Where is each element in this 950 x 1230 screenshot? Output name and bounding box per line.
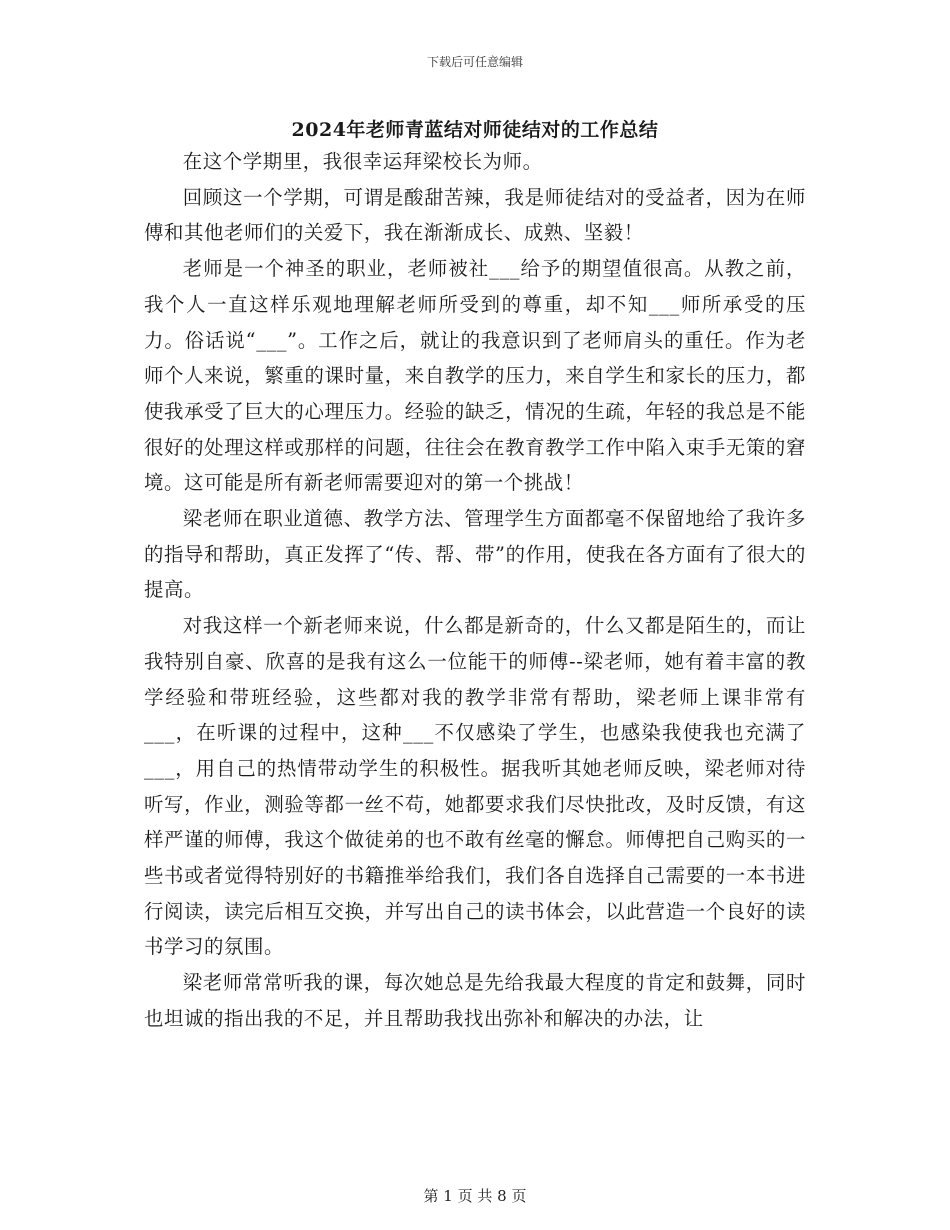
download-note: 下载后可任意编辑 [426,55,523,69]
document-title: 2024年老师青蓝结对师徒结对的工作总结 [291,119,659,141]
paragraph: 老师是一个神圣的职业，老师被社___给予的期望值很高。从教之前，我个人一直这样乐观地理解老师所受到的尊重，却不知___师所承受的压力。俗话说“___”。工作之后，就让的我意识到了老师肩头的重任。作为老师个人来说，繁重的课时量，来自教学的压力，来自学生和家长的压力，都使我承受了巨大的心理压力。经验的缺乏，情况的生疏，年轻的我总是不能很好的处理这样或那样的问题，往往会在教育教学工作中陷入束手无策的窘境。这可能是所有新老师需要迎对的第一个挑战！ [144,257,806,495]
paragraph: 回顾这一个学期，可谓是酸甜苦辣，我是师徒结对的受益者，因为在师傅和其他老师们的关爱下，我在渐渐成长、成熟、坚毅！ [144,185,806,245]
document-body [144,144,806,1037]
paragraph: 梁老师在职业道德、教学方法、管理学生方面都毫不保留地给了我许多的指导和帮助，真正发挥了“传、帮、带”的作用，使我在各方面有了很大的提高。 [144,507,806,602]
page-number: 第 1 页 共 8 页 [423,1187,527,1205]
paragraph: 在这个学期里，我很幸运拜梁校长为师。 [182,150,543,173]
paragraph: 对我这样一个新老师来说，什么都是新奇的，什么又都是陌生的，而让我特别自豪、欣喜的是我有这么一位能干的师傅--梁老师，她有着丰富的教学经验和带班经验，这些都对我的教学非常有帮助，梁老师上课非常有___，在听课的过程中，这种___不仅感染了学生，也感染我使我也充满了___，用自己的热情带动学生的积极性。据我听其她老师反映，梁老师对待听写，作业，测验等都一丝不苟，她都要求我们尽快批改，及时反馈，有这样严谨的师傅，我这个做徒弟的也不敢有丝毫的懈怠。师傅把自己购买的一些书或者觉得特别好的书籍推举给我们，我们各自选择自己需要的一本书进行阅读，读完后相互交换，并写出自己的读书体会，以此营造一个良好的读书学习的氛围。 [144,614,806,959]
paragraph: 梁老师常常听我的课，每次她总是先给我最大程度的肯定和鼓舞，同时也坦诚的指出我的不足，并且帮助我找出弥补和解决的办法，让 [144,971,806,1030]
